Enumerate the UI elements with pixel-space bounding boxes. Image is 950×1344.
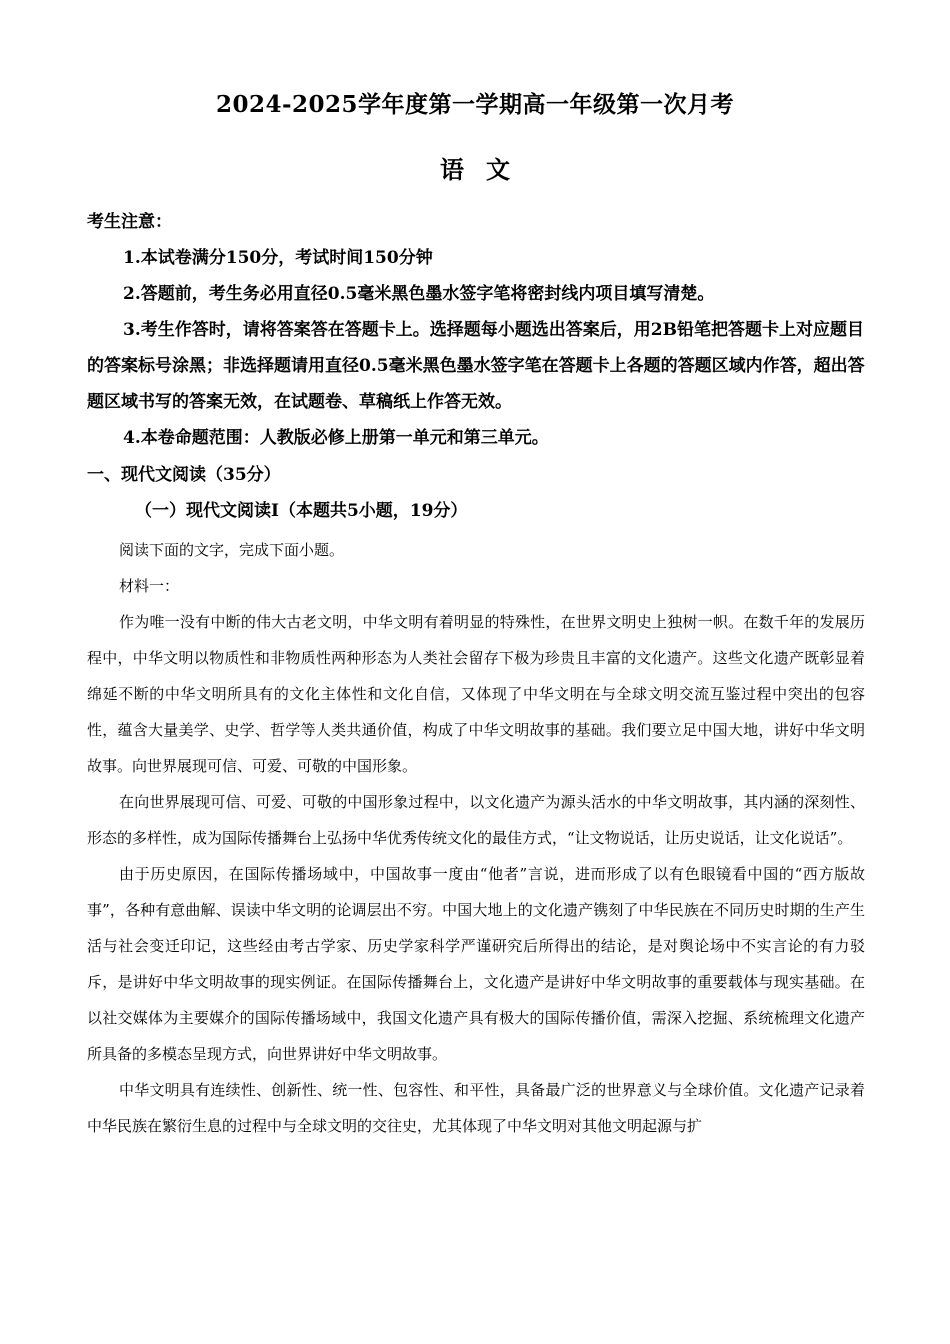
reading-passage [87, 532, 865, 1144]
subsection-heading: （一）现代文阅读Ⅰ（本题共5小题，19分） [135, 501, 468, 521]
passage-paragraph: 由于历史原因，在国际传播场域中，中国故事一度由“他者”言说，进而形成了以有色眼镜看中国的“西方版故事”，各种有意曲解、误读中华文明的论调层出不穷。中国大地上的文化遗产镌刻了中华民族在不同历史时期的生产生活与社会变迁印记，这些经由考古学家、历史学家科学严谨研究后所得出的结论，是对舆论场中不实言论的有力驳斥，是讲好中华文明故事的现实例证。在国际传播舞台上，文化遗产是讲好中华文明故事的重要载体与现实基础。在以社交媒体为主要媒介的国际传播场域中，我国文化遗产具有极大的国际传播价值，需深入挖掘、系统梳理文化遗产所具备的多模态呈现方式，向世界讲好中华文明故事。 [87, 865, 865, 1063]
notice-heading: 考生注意： [87, 212, 172, 232]
passage-paragraph: 作为唯一没有中断的伟大古老文明，中华文明有着明显的特殊性，在世界文明史上独树一帜。在数千年的发展历程中，中华文明以物质性和非物质性两种形态为人类社会留存下极为珍贵且丰富的文化遗产。这些文化遗产既彰显着绵延不断的中华文明所具有的文化主体性和文化自信，又体现了中华文明在与全球文明交流互鉴过程中突出的包容性，蕴含大量美学、史学、哲学等人类共通价值，构成了中华文明故事的基础。我们要立足中国大地，讲好中华文明故事。向世界展现可信、可爱、可敬的中国形象。 [87, 613, 865, 775]
passage-paragraph: 中华文明具有连续性、创新性、统一性、包容性、和平性，具备最广泛的世界意义与全球价值。文化遗产记录着中华民族在繁衍生息的过程中与全球文明的交往史，尤其体现了中华文明对其他文明起源与扩 [87, 1081, 865, 1135]
candidate-notice [87, 204, 867, 456]
section-heading: 一、现代文阅读（35分） [87, 465, 281, 485]
notice-item-3: 3.考生作答时，请将答案答在答题卡上。选择题每小题选出答案后，用2B铅笔把答题卡上对应题目的答案标号涂黑；非选择题请用直径0.5毫米黑色墨水签字笔在答题卡上各题的答题区域内作答，超出答题区域书写的答案无效，在试题卷、草稿纸上作答无效。 [87, 320, 865, 412]
material-label: 材料一： [119, 577, 180, 595]
notice-item-4: 4.本卷命题范围：人教版必修上册第一单元和第三单元。 [123, 428, 549, 448]
notice-item-1: 1.本试卷满分150分，考试时间150分钟 [123, 248, 433, 268]
reading-instruction: 阅读下面的文字，完成下面小题。 [119, 541, 345, 559]
subject-title: 语文 [440, 155, 532, 184]
exam-title: 2024-2025学年度第一学期高一年级第一次月考 [215, 91, 735, 118]
notice-item-2: 2.答题前，考生务必用直径0.5毫米黑色墨水签字笔将密封线内项目填写清楚。 [123, 284, 715, 304]
passage-paragraph: 在向世界展现可信、可爱、可敬的中国形象过程中，以文化遗产为源头活水的中华文明故事，其内涵的深刻性、形态的多样性，成为国际传播舞台上弘扬中华优秀传统文化的最佳方式，“让文物说话，让历史说话，让文化说话”。 [87, 793, 865, 847]
